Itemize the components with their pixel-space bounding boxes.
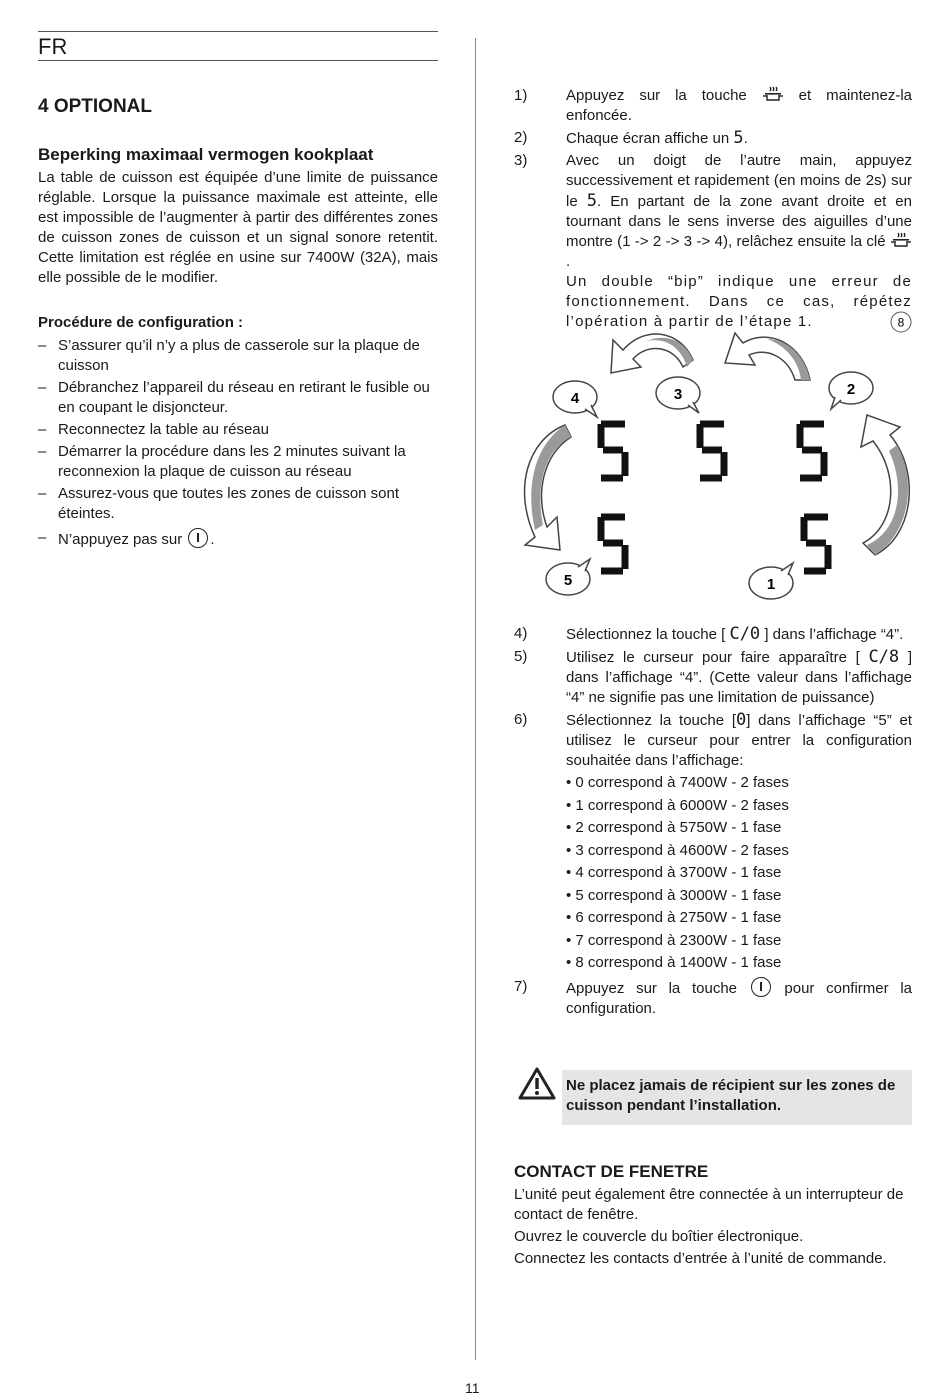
procedure-item: – Reconnectez la table au réseau [38, 420, 438, 440]
segment-symbol: 0 [735, 710, 747, 730]
power-option: • 6 correspond à 2750W - 1 fase [514, 908, 912, 928]
procedure-item-last: – N’appuyez pas sur . [38, 528, 438, 550]
svg-text:1: 1 [766, 576, 776, 593]
svg-text:3: 3 [673, 386, 683, 403]
left-column [38, 145, 438, 552]
step-7: 7) Appuyez sur la touche pour confirmer la configuration. [514, 978, 912, 1017]
header-rule-bottom [38, 60, 438, 61]
subtitle: Beperking maximaal vermogen kookplaat [38, 145, 374, 164]
right-steps-bottom [514, 624, 912, 1021]
step-5: 5) Utilisez le curseur pour faire apparaître [ C/8 ] dans l’affichage “4”. (Cette valeur dans l’affichage “4” ne signifie pas une limitation de puissance) [514, 647, 912, 706]
segment-symbol: C/8 [868, 647, 900, 667]
power-option: • 8 correspond à 1400W - 1 fase [514, 953, 912, 973]
pot-icon [890, 232, 912, 250]
procedure-item: – Débranchez l’appareil du réseau en retirant le fusible ou en coupant le disjoncteur. [38, 378, 438, 418]
power-option: • 7 correspond à 2300W - 1 fase [514, 931, 912, 951]
segment-display-zone-5 [601, 517, 625, 571]
warning-icon [517, 1066, 557, 1102]
pot-icon [762, 86, 784, 104]
warning-text: Ne placez jamais de récipient sur les zones de cuisson pendant l’installation. [566, 1077, 896, 1114]
contact-title: CONTACT DE FENETRE [514, 1162, 709, 1181]
procedure-title: Procédure de configuration : [38, 314, 244, 331]
segment-5-icon: 5 [733, 128, 744, 148]
segment-display-zone-4 [601, 424, 625, 478]
svg-text:4: 4 [570, 390, 580, 407]
column-divider [475, 38, 476, 1360]
intro-paragraph: La table de cuisson est équipée d’une limite de puissance réglable. Lorsque la puissance maximale est atteinte, elle est impossible de l’augmenter à partir des différentes zones de cuisson zones de cuisson et un signal sonore retentit. Cette limitation est réglée en usine sur 7400W (32A), mais elle possible de le modifier. [38, 169, 438, 286]
contact-line: Ouvrez le couvercle du boîtier électronique. [514, 1228, 804, 1245]
step-2: 2) Chaque écran affiche un 5. [514, 128, 748, 148]
procedure-list [38, 336, 438, 550]
step-4: 4) Sélectionnez la touche [ C/0 ] dans l’affichage “4”. [514, 624, 904, 644]
step-3: 3) Avec un doigt de l’autre main, appuyez successivement et rapidement (en moins de 2s) sur le 5. En partant de la zone avant droite et en tournant dans le sens inverse des aiguilles d’une montre (1 -> 2 -> 3 -> 4), relâchez ensuite la clé . Un double “bip” indique une erreur de fonctionnement. Dans ce cas, répétez l’opération à partir de l’étape 1. [514, 152, 912, 330]
segment-display-zone-2 [800, 424, 824, 478]
segment-5-icon: 5 [586, 191, 597, 211]
zone-bubble-5 [546, 559, 590, 595]
section-title: 4 OPTIONAL [38, 96, 153, 117]
segment-display-zone-1 [804, 517, 828, 571]
svg-text:2: 2 [846, 381, 856, 398]
figure-number: 8 [897, 315, 905, 330]
contact-section [514, 1162, 914, 1269]
svg-text:5: 5 [563, 572, 573, 589]
power-icon [188, 528, 208, 548]
segment-symbol: C/0 [729, 624, 761, 644]
power-option: • 5 correspond à 3000W - 1 fase [514, 886, 912, 906]
power-options-list [514, 773, 912, 973]
procedure-item: – Assurez-vous que toutes les zones de cuisson sont éteintes. [38, 484, 438, 524]
power-icon [751, 977, 771, 997]
power-option: • 0 correspond à 7400W - 2 fases [514, 773, 912, 793]
language-label: FR [38, 34, 68, 59]
procedure-item: – Démarrer la procédure dans les 2 minutes suivant la reconnexion la plaque de cuisson au réseau [38, 442, 438, 482]
step-6: 6) Sélectionnez la touche [0] dans l’affichage “5” et utilisez le curseur pour entrer la configuration souhaitée dans l’affichage: [514, 710, 912, 769]
zone-bubble-3 [656, 377, 700, 413]
segment-display-zone-3 [700, 424, 724, 478]
step-1: 1) Appuyez sur la touche et maintenez-la enfoncée. [514, 87, 913, 124]
power-option: • 3 correspond à 4600W - 2 fases [514, 841, 912, 861]
zone-bubble-2 [829, 372, 873, 409]
procedure-item: – S’assurer qu’il n’y a plus de casserole sur la plaque de cuisson [38, 336, 438, 376]
page-number: 11 [465, 1380, 480, 1396]
contact-line: Connectez les contacts d’entrée à l’unité de commande. [514, 1250, 887, 1267]
right-steps-top [514, 86, 912, 334]
hob-display-figure [505, 305, 925, 605]
power-option: • 4 correspond à 3700W - 1 fase [514, 863, 912, 883]
power-option: • 1 correspond à 6000W - 2 fases [514, 796, 912, 816]
power-option: • 2 correspond à 5750W - 1 fase [514, 818, 912, 838]
header-rule-top [38, 31, 438, 32]
contact-line: L’unité peut également être connectée à un interrupteur de contact de fenêtre. [514, 1186, 904, 1223]
zone-bubble-1 [749, 563, 793, 599]
zone-bubble-4 [553, 381, 597, 417]
